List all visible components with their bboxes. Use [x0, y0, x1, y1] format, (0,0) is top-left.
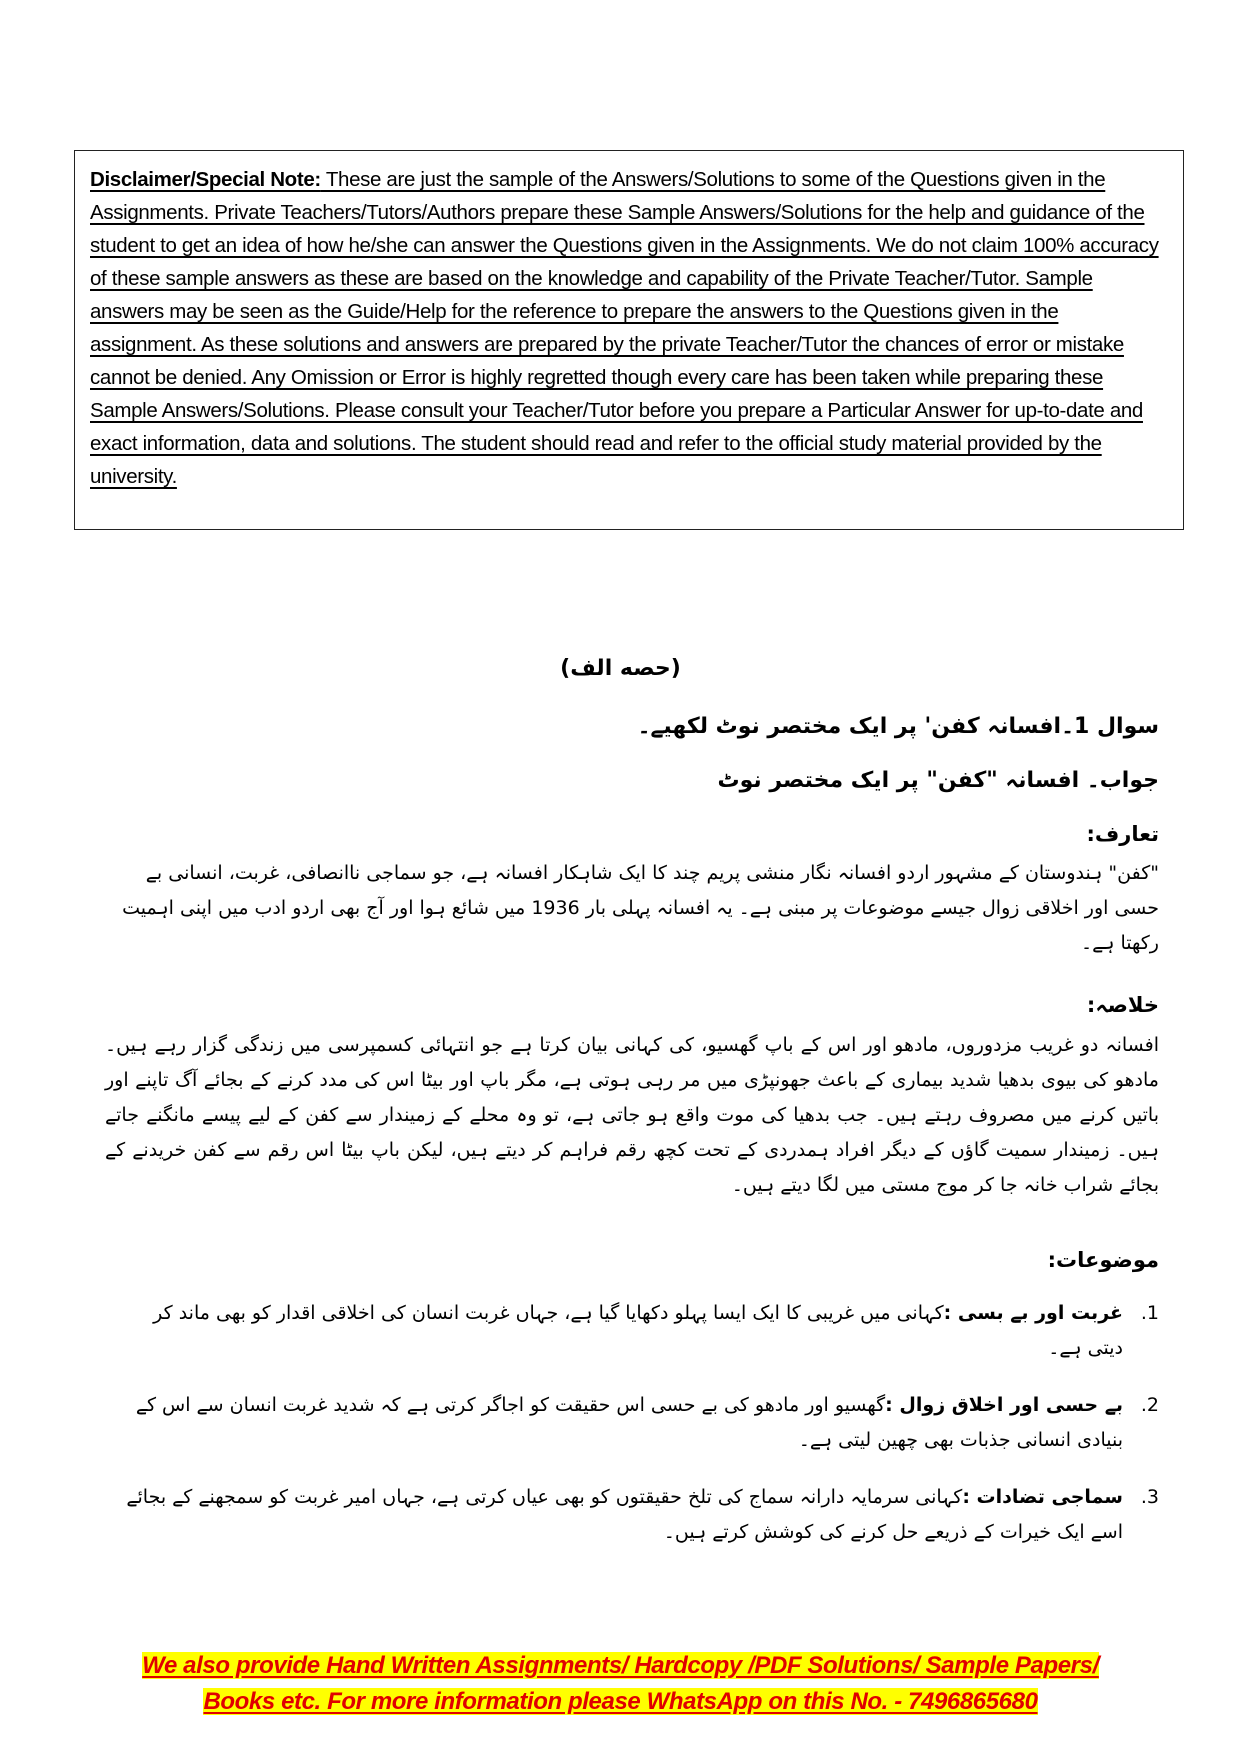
- theme-body: [115, 1388, 1123, 1458]
- themes-heading: موضوعات:: [1047, 1248, 1159, 1272]
- question-heading: سوال 1۔افسانہ کفن' پر ایک مختصر نوٹ لکھیے۔: [637, 714, 1159, 739]
- footer-promo: [0, 1648, 1241, 1720]
- theme-text: کہانی سرمایہ دارانہ سماج کی تلخ حقیقتوں کو بھی عیاں کرتی ہے، جہاں امیر غربت کو سمجھنے کے بجائے اسے ایک خیرات کے ذریعے حل کرنے کی کوشش کرتے ہیں۔: [126, 1486, 1123, 1543]
- theme-title: غربت اور بے بسی :: [943, 1302, 1123, 1324]
- theme-number: 1.: [1140, 1302, 1159, 1324]
- disclaimer-label: Disclaimer/Special Note:: [90, 168, 321, 191]
- theme-item: [115, 1480, 1159, 1550]
- theme-number: 2.: [1140, 1394, 1159, 1416]
- summary-paragraph: افسانہ دو غریب مزدوروں، مادھو اور اس کے باپ گھسیو، کی کہانی بیان کرتا ہے جو انتہائی کسمپرسی میں زندگی گزار رہے ہیں۔ مادھو کی بیوی بدھیا شدید بیماری کے باعث جھونپڑی میں مر رہی ہوتی ہے، مگر باپ اور بیٹا اس کی مدد کرنے کے بجائے آگ تاپنے اور باتیں کرنے میں مصروف رہتے ہیں۔ جب بدھیا کی موت واقع ہو جاتی ہے، تو وہ محلے کے زمیندار سے کفن کے لیے پیسے مانگنے جاتے ہیں۔ زمیندار سمیت گاؤں کے دیگر افراد ہمدردی کے تحت کچھ رقم فراہم کر دیتے ہیں، لیکن باپ بیٹا اس رقم سے کفن خریدنے کے بجائے شراب خانہ جا کر موج مستی میں لگا دیتے ہیں۔: [105, 1034, 1159, 1196]
- theme-text: گھسیو اور مادھو کی بے حسی اس حقیقت کو اجاگر کرتی ہے کہ شدید غربت انسان سے اس کے بنیادی انسانی جذبات بھی چھین لیتی ہے۔: [135, 1394, 1123, 1451]
- intro-heading: تعارف:: [1086, 822, 1159, 846]
- theme-title: بے حسی اور اخلاق زوال :: [885, 1394, 1123, 1416]
- theme-text: کہانی میں غریبی کا ایک ایسا پہلو دکھایا گیا ہے، جہاں غربت انسان کی اخلاقی اقدار کو بھی ماند کر دیتی ہے۔: [153, 1302, 1123, 1359]
- disclaimer-body: These are just the sample of the Answers/Solutions to some of the Questions given in the Assignments. Private Teachers/Tutors/Authors prepare these Sample Answers/Solutions for the help and guidance of the student to get an idea of how he/she can answer the Questions given in the Assignments. We do not claim 100% accuracy of these sample answers as these are based on the knowledge and capability of the Private Teacher/Tutor. Sample answers may be seen as the Guide/Help for the reference to prepare the answers to the Questions given in the assignment. As these solutions and answers are prepared by the private Teacher/Tutor the chances of error or mistake cannot be denied. Any Omission or Error is highly regretted though every care has been taken while preparing these Sample Answers/Solutions. Please consult your Teacher/Tutor before you prepare a Particular Answer for up-to-date and exact information, data and solutions. The student should read and refer to the official study material provided by the university.: [90, 168, 1159, 488]
- footer-line-1: We also provide Hand Written Assignments/ Hardcopy /PDF Solutions/ Sample Papers/: [142, 1652, 1099, 1679]
- disclaimer-paragraph: [90, 163, 1169, 493]
- disclaimer-box: [74, 150, 1184, 530]
- answer-heading: جواب۔ افسانہ "کفن" پر ایک مختصر نوٹ: [717, 768, 1159, 793]
- themes-list: [115, 1296, 1159, 1572]
- section-title: (حصه الف): [560, 656, 681, 681]
- theme-number: 3.: [1140, 1486, 1159, 1508]
- theme-title: سماجی تضادات :: [962, 1486, 1123, 1508]
- theme-item: [115, 1388, 1159, 1458]
- theme-item: [115, 1296, 1159, 1366]
- theme-body: [115, 1480, 1123, 1550]
- intro-paragraph: "کفن" ہندوستان کے مشہور اردو افسانہ نگار منشی پریم چند کا ایک شاہکار افسانہ ہے، جو سماجی ناانصافی، غربت، انسانی بے حسی اور اخلاقی زوال جیسے موضوعات پر مبنی ہے۔ یہ افسانہ پہلی بار 1936 میں شائع ہوا اور آج بھی اردو ادب میں اپنی اہمیت رکھتا ہے۔: [122, 862, 1159, 954]
- theme-body: [115, 1296, 1123, 1366]
- summary-heading: خلاصہ:: [1086, 993, 1159, 1017]
- footer-line-2: Books etc. For more information please WhatsApp on this No. - 7496865680: [203, 1688, 1038, 1715]
